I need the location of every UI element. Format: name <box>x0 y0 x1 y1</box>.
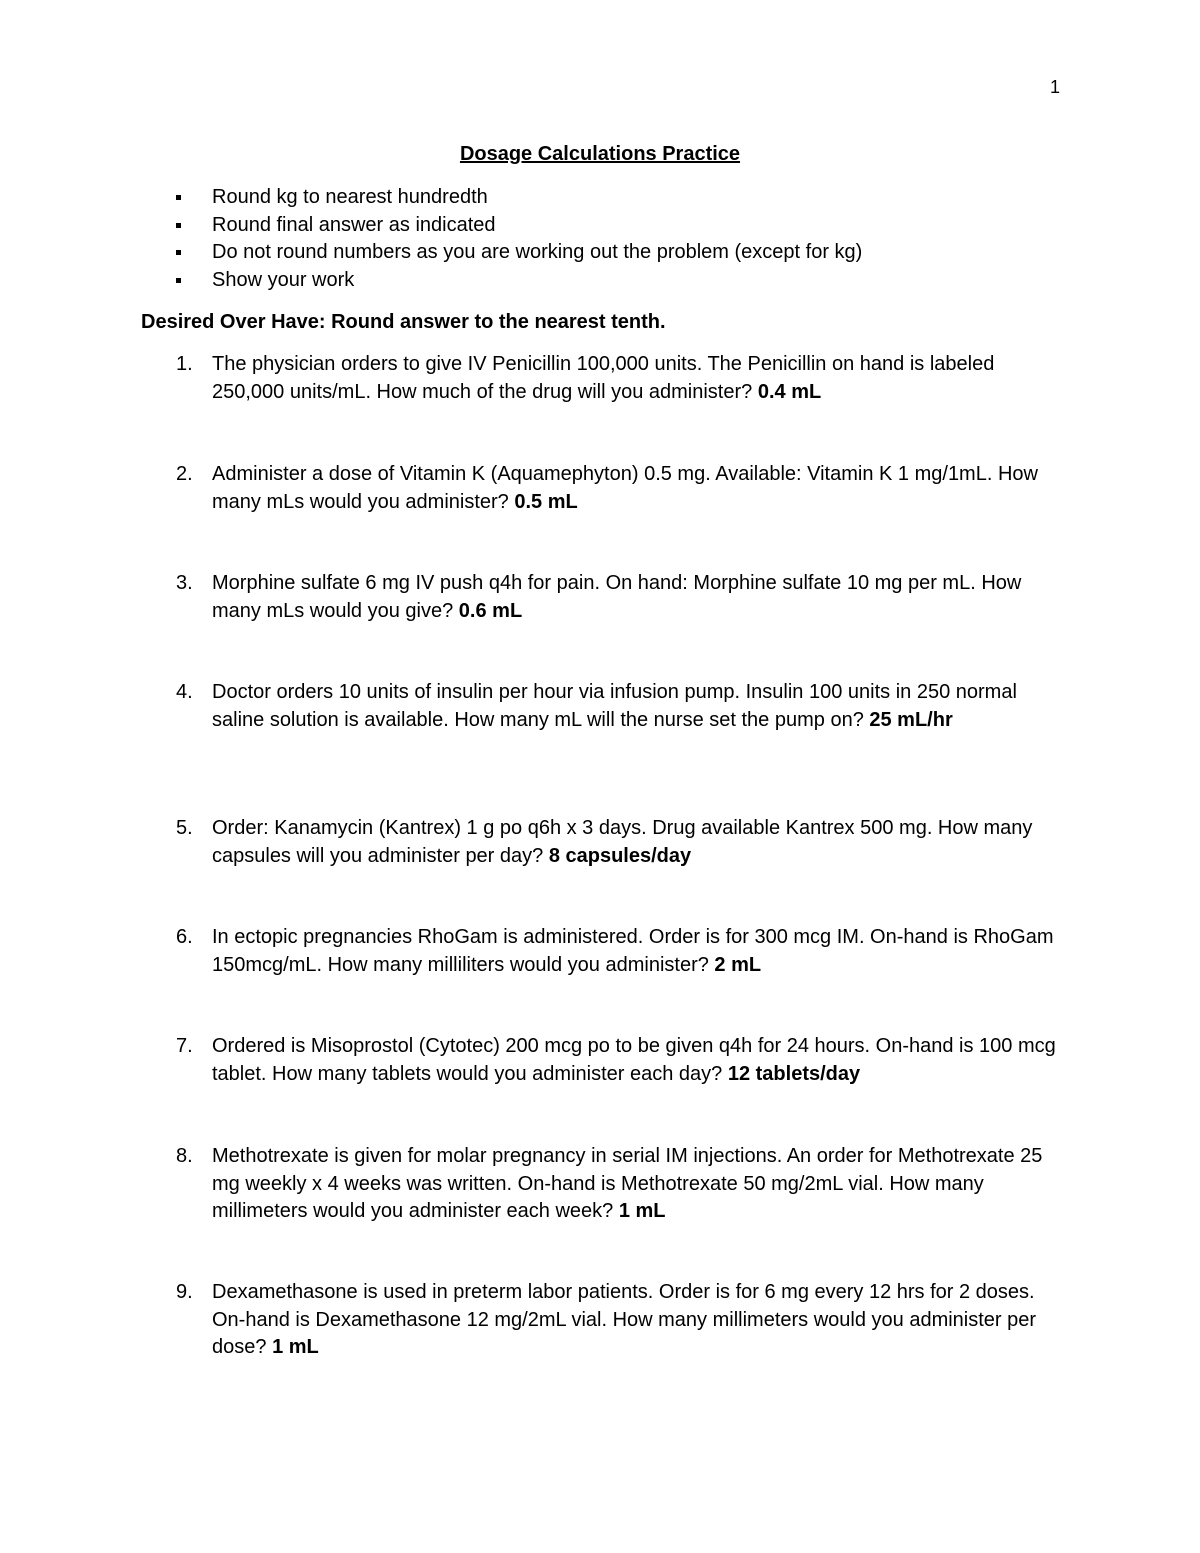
document-title: Dosage Calculations Practice <box>459 143 741 165</box>
question-number: 8. <box>176 1145 193 1167</box>
question-item <box>170 1279 1060 1362</box>
question-number: 7. <box>176 1035 193 1057</box>
question-answer: 0.6 mL <box>458 599 523 622</box>
question-number: 5. <box>176 817 193 839</box>
square-bullet-icon <box>176 223 181 228</box>
question-number: 4. <box>176 681 193 703</box>
question-text: In ectopic pregnancies RhoGam is administered. Order is for 300 mcg IM. On-hand is RhoGam 150mcg/mL. How many milliliters would you administer? <box>212 926 1054 976</box>
instruction-item <box>170 239 862 267</box>
question-item <box>170 461 1060 516</box>
question-answer: 12 tablets/day <box>727 1062 861 1085</box>
instruction-text: Do not round numbers as you are working out the problem (except for kg) <box>212 241 863 263</box>
question-answer: 1 mL <box>618 1200 666 1222</box>
instruction-text: Round final answer as indicated <box>212 213 496 236</box>
instructions-list <box>170 184 862 294</box>
question-item <box>170 815 1060 870</box>
question-text: Morphine sulfate 6 mg IV push q4h for pain. On hand: Morphine sulfate 10 mg per mL. How many mLs would you give? <box>212 572 1022 622</box>
question-item <box>170 351 1060 406</box>
question-number: 6. <box>176 926 193 948</box>
question-item <box>170 679 1060 734</box>
page-number: 1 <box>1049 77 1060 97</box>
question-item <box>170 1143 1060 1226</box>
question-text: Order: Kanamycin (Kantrex) 1 g po q6h x 3 days. Drug available Kantrex 500 mg. How many capsules will you administer per day? <box>212 817 1033 867</box>
question-text: Dexamethasone is used in preterm labor patients. Order is for 6 mg every 12 hrs for 2 doses. On-hand is Dexamethasone 12 mg/2mL vial. How many millimeters would you administer per dose? <box>212 1281 1037 1358</box>
question-number: 9. <box>176 1281 193 1303</box>
question-item <box>170 1033 1060 1088</box>
square-bullet-icon <box>176 250 181 255</box>
instruction-item <box>170 267 862 295</box>
instruction-item <box>170 184 862 212</box>
instruction-item <box>170 212 862 240</box>
question-answer: 0.5 mL <box>514 490 578 513</box>
question-number: 1. <box>176 353 193 375</box>
question-text: Ordered is Misoprostol (Cytotec) 200 mcg po to be given q4h for 24 hours. On-hand is 100 mcg tablet. How many tablets would you administer each day? <box>212 1035 1056 1085</box>
question-item <box>170 924 1060 979</box>
question-answer: 2 mL <box>714 953 762 976</box>
instruction-text: Round kg to nearest hundredth <box>212 186 488 208</box>
square-bullet-icon <box>176 278 181 283</box>
question-answer: 8 capsules/day <box>548 844 692 867</box>
question-item <box>170 570 1060 625</box>
question-answer: 1 mL <box>272 1336 319 1358</box>
section-heading: Desired Over Have: Round answer to the nearest tenth. <box>141 311 666 333</box>
question-text: Administer a dose of Vitamin K (Aquamephyton) 0.5 mg. Available: Vitamin K 1 mg/1mL. How many mLs would you administer? <box>212 463 1038 513</box>
question-answer: 0.4 mL <box>757 380 822 403</box>
question-text: The physician orders to give IV Penicillin 100,000 units. The Penicillin on hand is labeled 250,000 units/mL. How much of the drug will you administer? <box>212 353 995 403</box>
question-number: 3. <box>176 572 193 594</box>
question-text: Methotrexate is given for molar pregnancy in serial IM injections. An order for Methotrexate 25 mg weekly x 4 weeks was written. On-hand is Methotrexate 50 mg/2mL vial. How many millimeters would you administer each week? <box>212 1145 1043 1222</box>
question-number: 2. <box>176 463 193 485</box>
square-bullet-icon <box>176 195 181 200</box>
instruction-text: Show your work <box>212 268 355 291</box>
question-text: Doctor orders 10 units of insulin per hour via infusion pump. Insulin 100 units in 250 normal saline solution is available. How many mL will the nurse set the pump on? <box>212 681 1017 731</box>
question-answer: 25 mL/hr <box>869 708 953 731</box>
